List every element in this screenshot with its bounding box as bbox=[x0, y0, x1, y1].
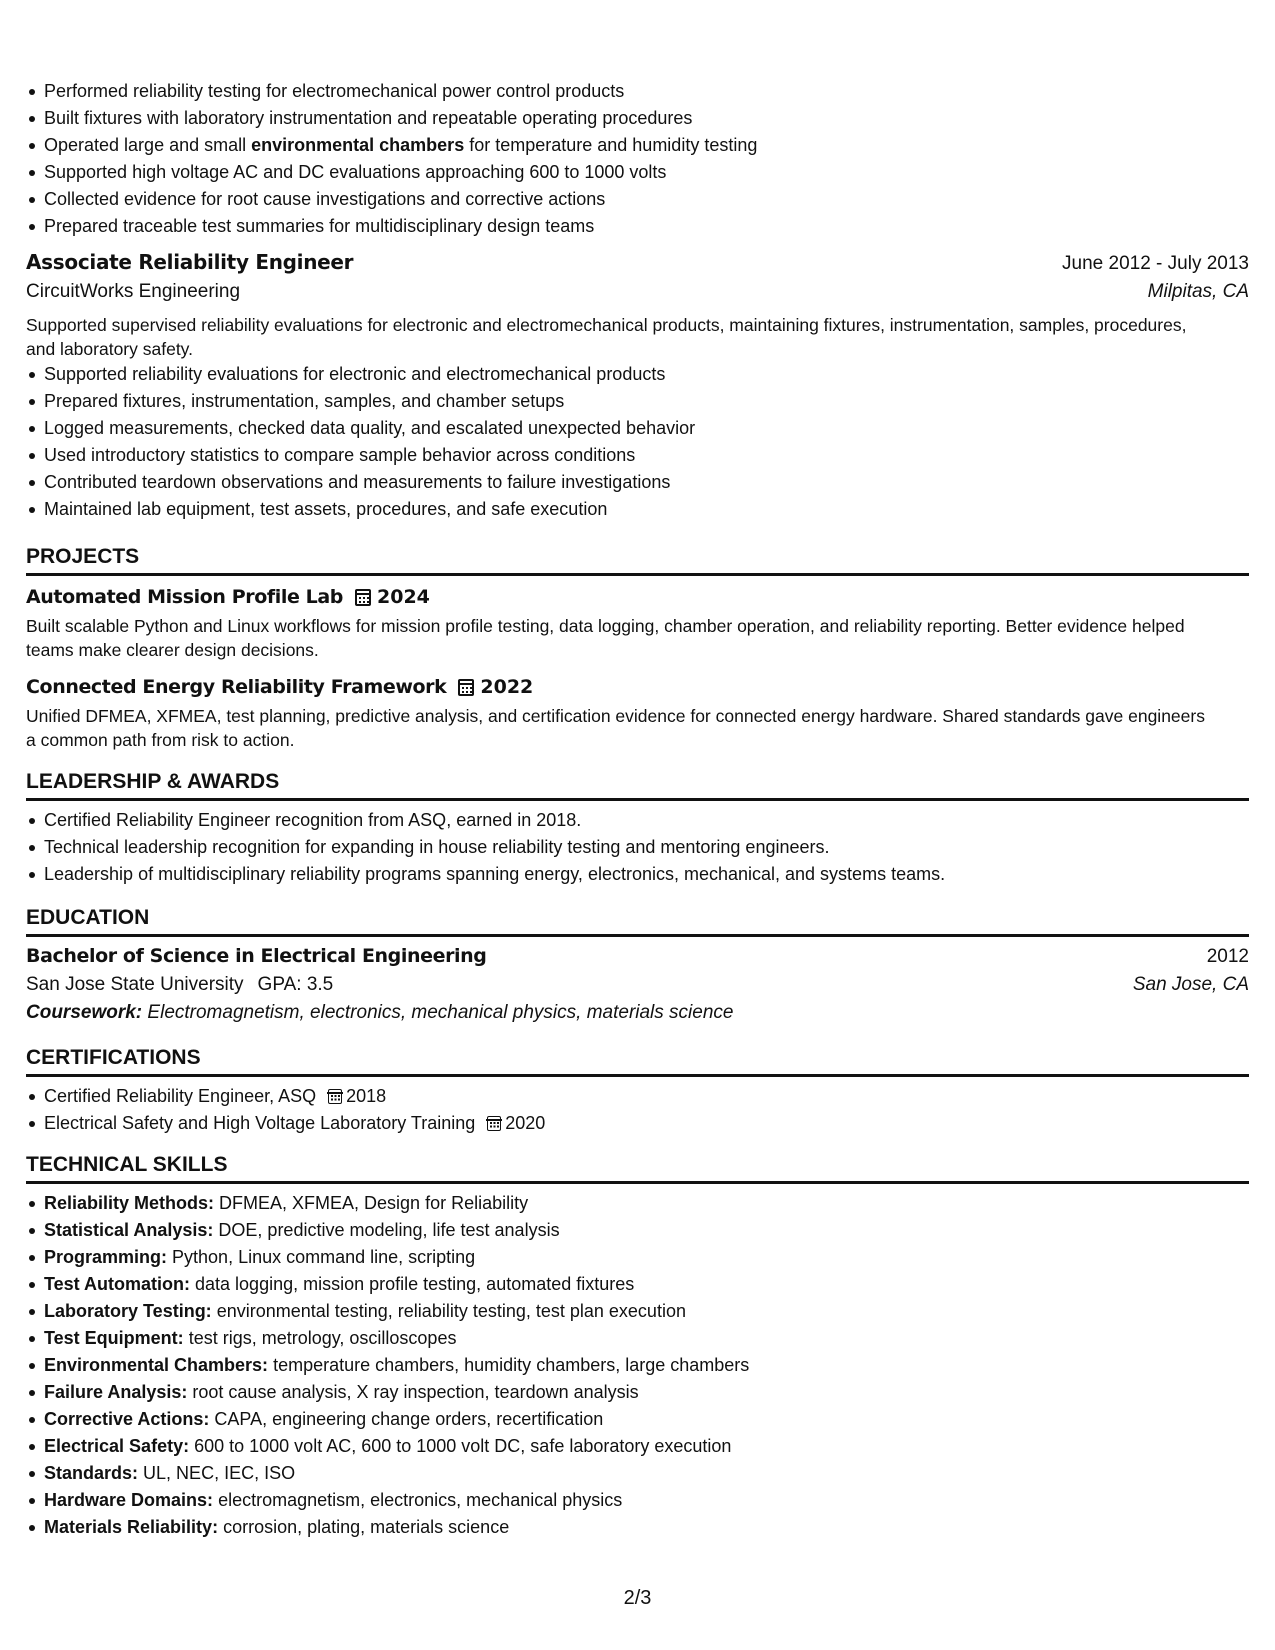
leadership-list bbox=[26, 807, 1249, 888]
list-item: Leadership of multidisciplinary reliability programs spanning energy, electronics, mechanical, and systems teams. bbox=[26, 861, 1249, 888]
list-item: Operated large and small environmental chambers for temperature and humidity testing bbox=[26, 132, 1249, 159]
job-title: Associate Reliability Engineer bbox=[26, 250, 354, 274]
coursework bbox=[26, 1002, 1249, 1024]
certifications-list bbox=[26, 1083, 1249, 1137]
job-header bbox=[26, 250, 1249, 275]
list-item bbox=[26, 1217, 1249, 1244]
project-year: 2022 bbox=[480, 676, 534, 698]
skill-value: electromagnetism, electronics, mechanical physics bbox=[218, 1490, 623, 1510]
calendar-icon bbox=[487, 1116, 501, 1131]
list-item bbox=[26, 1460, 1249, 1487]
bold-phrase: environmental chambers bbox=[251, 135, 465, 155]
certification-name: Certified Reliability Engineer, ASQ bbox=[44, 1086, 317, 1106]
list-item: Maintained lab equipment, test assets, procedures, and safe execution bbox=[26, 496, 1249, 523]
project-header bbox=[26, 676, 1249, 698]
skill-value: CAPA, engineering change orders, recertification bbox=[214, 1409, 604, 1429]
school-name: San Jose State University bbox=[26, 974, 244, 995]
calendar-icon bbox=[355, 589, 371, 606]
skill-value: Python, Linux command line, scripting bbox=[172, 1247, 476, 1267]
skill-value: DOE, predictive modeling, life test analysis bbox=[218, 1220, 560, 1240]
skill-value: test rigs, metrology, oscilloscopes bbox=[188, 1328, 457, 1348]
skill-label: Corrective Actions: bbox=[44, 1409, 210, 1429]
degree-title: Bachelor of Science in Electrical Engineering bbox=[26, 945, 487, 967]
project-header bbox=[26, 586, 1249, 608]
projects-heading: PROJECTS bbox=[26, 545, 1249, 576]
list-item: Collected evidence for root cause investigations and corrective actions bbox=[26, 186, 1249, 213]
list-item bbox=[26, 1406, 1249, 1433]
list-item bbox=[26, 1110, 1249, 1137]
list-item: Technical leadership recognition for expanding in house reliability testing and mentoring engineers. bbox=[26, 834, 1249, 861]
list-item: Supported reliability evaluations for electronic and electromechanical products bbox=[26, 361, 1249, 388]
list-item bbox=[26, 1514, 1249, 1541]
leadership-heading: LEADERSHIP & AWARDS bbox=[26, 770, 1249, 801]
coursework-label: Coursework: bbox=[26, 1002, 143, 1023]
list-item bbox=[26, 1190, 1249, 1217]
skill-label: Test Equipment: bbox=[44, 1328, 184, 1348]
list-item bbox=[26, 1271, 1249, 1298]
project-description: Built scalable Python and Linux workflows for mission profile testing, data logging, chamber operation, and reliability reporting. Better evidence helped teams make clearer design decisions. bbox=[26, 616, 1185, 660]
company-name: CircuitWorks Engineering bbox=[26, 281, 241, 302]
calendar-icon bbox=[458, 679, 474, 696]
list-item bbox=[26, 1352, 1249, 1379]
project-description: Unified DFMEA, XFMEA, test planning, predictive analysis, and certification evidence for connected energy hardware. Shared standards gave engineers a common path from risk to action. bbox=[26, 706, 1205, 750]
list-item: Prepared traceable test summaries for multidisciplinary design teams bbox=[26, 213, 1249, 240]
project-name: Connected Energy Reliability Framework bbox=[26, 676, 447, 698]
calendar-icon bbox=[328, 1089, 342, 1104]
list-item bbox=[26, 1325, 1249, 1352]
certifications-heading: CERTIFICATIONS bbox=[26, 1046, 1249, 1077]
skill-label: Statistical Analysis: bbox=[44, 1220, 214, 1240]
skill-label: Hardware Domains: bbox=[44, 1490, 214, 1510]
list-item: Supported high voltage AC and DC evaluations approaching 600 to 1000 volts bbox=[26, 159, 1249, 186]
certification-name: Electrical Safety and High Voltage Laboratory Training bbox=[44, 1113, 476, 1133]
job-summary: Supported supervised reliability evaluations for electronic and electromechanical products, maintaining fixtures, instrumentation, samples, procedures, and laboratory safety. bbox=[26, 315, 1187, 359]
list-item bbox=[26, 1487, 1249, 1514]
list-item: Used introductory statistics to compare sample behavior across conditions bbox=[26, 442, 1249, 469]
skill-value: corrosion, plating, materials science bbox=[223, 1517, 510, 1537]
job-dates: June 2012 - July 2013 bbox=[1062, 253, 1249, 274]
education-heading: EDUCATION bbox=[26, 906, 1249, 937]
job-subheader bbox=[26, 281, 1249, 303]
list-item: Prepared fixtures, instrumentation, samples, and chamber setups bbox=[26, 388, 1249, 415]
school-location: San Jose, CA bbox=[1132, 974, 1249, 995]
page-number: 2/3 bbox=[623, 1587, 652, 1609]
certification-year: 2020 bbox=[505, 1113, 546, 1133]
project-year: 2024 bbox=[377, 586, 430, 608]
job-bullets bbox=[26, 361, 1249, 523]
list-item bbox=[26, 1083, 1249, 1110]
skill-label: Materials Reliability: bbox=[44, 1517, 219, 1537]
skill-label: Programming: bbox=[44, 1247, 168, 1267]
education-header bbox=[26, 945, 1249, 968]
list-item: Performed reliability testing for electromechanical power control products bbox=[26, 78, 1249, 105]
coursework-list: Electromagnetism, electronics, mechanical physics, materials science bbox=[147, 1002, 734, 1023]
list-item: Certified Reliability Engineer recognition from ASQ, earned in 2018. bbox=[26, 807, 1249, 834]
skill-label: Environmental Chambers: bbox=[44, 1355, 269, 1375]
skill-value: 600 to 1000 volt AC, 600 to 1000 volt DC, safe laboratory execution bbox=[194, 1436, 732, 1456]
job-location: Milpitas, CA bbox=[1147, 281, 1249, 302]
skill-label: Test Automation: bbox=[44, 1274, 190, 1294]
list-item bbox=[26, 1298, 1249, 1325]
certification-year: 2018 bbox=[346, 1086, 387, 1106]
list-item bbox=[26, 1379, 1249, 1406]
skill-value: root cause analysis, X ray inspection, teardown analysis bbox=[192, 1382, 639, 1402]
skills-list bbox=[26, 1190, 1249, 1541]
list-item: Built fixtures with laboratory instrumentation and repeatable operating procedures bbox=[26, 105, 1249, 132]
project-name: Automated Mission Profile Lab bbox=[26, 586, 343, 608]
skill-value: UL, NEC, IEC, ISO bbox=[143, 1463, 296, 1483]
skill-value: data logging, mission profile testing, automated fixtures bbox=[195, 1274, 635, 1294]
list-item: Logged measurements, checked data quality, and escalated unexpected behavior bbox=[26, 415, 1249, 442]
skill-label: Laboratory Testing: bbox=[44, 1301, 212, 1321]
list-item bbox=[26, 1244, 1249, 1271]
previous-job-bullets bbox=[26, 78, 1249, 240]
skill-value: temperature chambers, humidity chambers, large chambers bbox=[273, 1355, 750, 1375]
list-item: Contributed teardown observations and measurements to failure investigations bbox=[26, 469, 1249, 496]
skill-label: Standards: bbox=[44, 1463, 139, 1483]
skill-label: Reliability Methods: bbox=[44, 1193, 215, 1213]
skill-value: DFMEA, XFMEA, Design for Reliability bbox=[219, 1193, 529, 1213]
skill-value: environmental testing, reliability testing, test plan execution bbox=[216, 1301, 686, 1321]
skill-label: Failure Analysis: bbox=[44, 1382, 188, 1402]
skills-heading: TECHNICAL SKILLS bbox=[26, 1153, 1249, 1184]
graduation-year: 2012 bbox=[1206, 946, 1249, 967]
gpa: GPA: 3.5 bbox=[257, 974, 334, 995]
education-subheader bbox=[26, 974, 1249, 996]
list-item bbox=[26, 1433, 1249, 1460]
skill-label: Electrical Safety: bbox=[44, 1436, 190, 1456]
